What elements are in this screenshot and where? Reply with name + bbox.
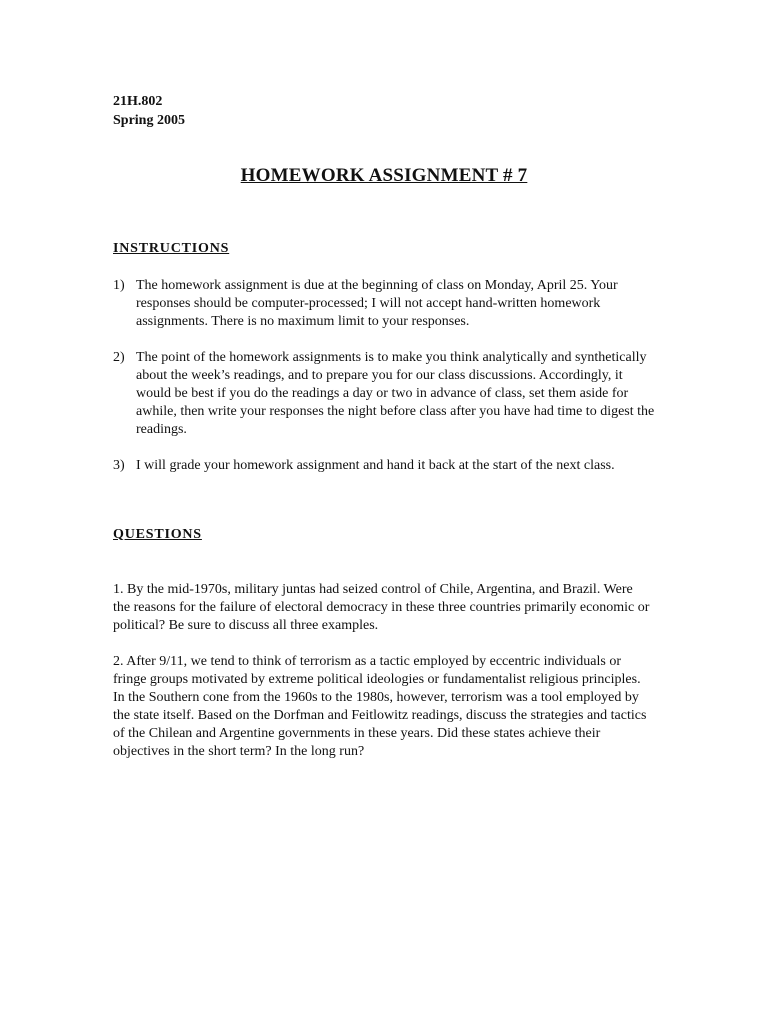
instruction-text: The homework assignment is due at the beginning of class on Monday, April 25. Your responses should be computer-processed; I will not accept hand-written homework assignments. There is no maximum limit to your responses. xyxy=(136,278,618,329)
instructions-heading: INSTRUCTIONS xyxy=(113,241,230,256)
instructions-list xyxy=(113,277,658,493)
questions-list xyxy=(113,581,653,779)
question-item: 1. By the mid-1970s, military juntas had seized control of Chile, Argentina, and Brazil. Were the reasons for the failure of electoral democracy in these three countries primarily economic or political? Be sure to discuss all three examples. xyxy=(113,582,650,633)
instruction-number: 1) xyxy=(113,278,125,293)
instruction-number: 2) xyxy=(113,350,125,365)
assignment-title: HOMEWORK ASSIGNMENT # 7 xyxy=(240,165,528,186)
instruction-text: The point of the homework assignments is to make you think analytically and synthetically about the week’s readings, and to prepare you for our class discussions. Accordingly, it would be best if you do the readings a day or two in advance of class, set them aside for awhile, then write your responses the night before class after you have had time to digest the readings. xyxy=(136,350,655,437)
instruction-number: 3) xyxy=(113,458,125,473)
instruction-text: I will grade your homework assignment and hand it back at the start of the next class. xyxy=(136,458,615,473)
course-code: 21H.802 xyxy=(113,94,163,109)
course-term: Spring 2005 xyxy=(113,113,185,128)
instruction-item xyxy=(113,349,658,439)
instruction-item xyxy=(113,457,658,475)
questions-heading: QUESTIONS xyxy=(113,527,202,542)
question-item: 2. After 9/11, we tend to think of terrorism as a tactic employed by eccentric individuals or fringe groups motivated by extreme political ideologies or fundamentalist religious principles. In the Southern cone from the 1960s to the 1980s, however, terrorism was a tool employed by the state itself. Based on the Dorfman and Feitlowitz readings, discuss the strategies and tactics of the Chilean and Argentine governments in these years. Did these states achieve their objectives in the short term? In the long run? xyxy=(113,654,647,759)
course-header xyxy=(113,92,185,130)
instruction-item xyxy=(113,277,658,331)
